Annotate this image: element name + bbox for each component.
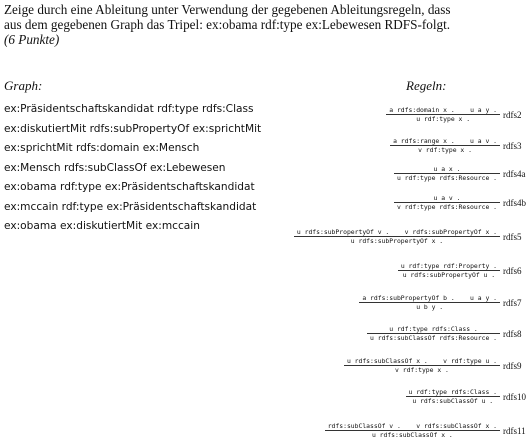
rule-rdfs11 [325,422,526,441]
triple: ex:mccain rdf:type ex:Präsidentschaftskandidat [4,200,257,213]
rule-premise: a rdfs:subPropertyOf b . u a y . [362,294,497,302]
rule-conclusion: u rdfs:subClassOf u . [412,397,494,405]
rule-conclusion: u rdf:type rdfs:Resource . [396,174,497,182]
rule-rdfs10 [406,388,526,407]
rule-name: rdfs8 [503,329,522,339]
rule-conclusion: u rdfs:subClassOf x . [371,431,453,439]
rule-conclusion: u rdfs:subPropertyOf u . [402,271,496,279]
rule-conclusion: u rdfs:subPropertyOf x . [350,237,444,245]
rule-premise: u rdf:type rdf:Property . [400,262,497,270]
rule-name: rdfs2 [503,110,522,120]
rules-heading: Regeln: [406,78,447,93]
rule-name: rdfs9 [503,361,522,371]
task-statement [4,2,524,47]
rule-name: rdfs4b [503,198,526,208]
rule-conclusion: u rdf:type x . [416,115,471,123]
rule-rdfs6 [398,262,522,281]
graph-triples [4,100,261,237]
rule-name: rdfs6 [503,266,522,276]
task-points: (6 Punkte) [4,32,60,47]
rule-conclusion: u b y . [416,303,444,311]
graph-heading: Graph: [4,78,43,93]
triple: ex:obama rdf:type ex:Präsidentschaftskandidat [4,181,255,193]
rule-conclusion: v rdf:type x . [395,366,449,374]
rule-rdfs4b [394,194,526,213]
rule-premise: u rdf:type rdfs:Class . [408,388,497,396]
rule-conclusion: v rdf:type x . [418,146,472,154]
rule-rdfs5 [294,228,522,247]
task-line-1: Zeige durch eine Ableitung unter Verwendung der gegebenen Ableitungsregeln, dass [4,2,451,17]
rule-rdfs4a [394,165,526,184]
rule-premise: u rdf:type rdfs:Class . [389,325,478,333]
rule-premise: a rdfs:range x . u a v . [393,137,497,145]
rule-conclusion: u rdfs:subClassOf rdfs:Resource . [370,334,497,342]
rule-premise: u a x . [433,165,461,173]
rule-premise: u rdfs:subPropertyOf v . v rdfs:subPropertyOf x . [296,228,497,236]
rule-conclusion: v rdf:type rdfs:Resource . [396,203,497,211]
triple: ex:sprichtMit rdfs:domain ex:Mensch [4,142,200,154]
rule-name: rdfs7 [503,298,522,308]
rule-rdfs3 [390,137,522,156]
rule-rdfs8 [367,325,522,344]
rule-premise: u rdfs:subClassOf x . v rdf:type u . [346,357,497,365]
rule-name: rdfs10 [503,392,526,402]
rule-premise: rdfs:subClassOf v . v rdfs:subClassOf x . [327,422,497,430]
rule-premise: u a v . [433,194,461,202]
rule-name: rdfs3 [503,141,522,151]
rule-rdfs2 [386,106,522,125]
rule-name: rdfs5 [503,232,522,242]
task-line-2: aus dem gegebenen Graph das Tripel: ex:obama rdf:type ex:Lebewesen RDFS-folgt. [4,17,451,32]
rule-name: rdfs11 [503,426,526,436]
triple: ex:Mensch rdfs:subClassOf ex:Lebewesen [4,161,226,174]
triple: ex:Präsidentschaftskandidat rdf:type rdfs:Class [4,103,254,115]
rule-premise: a rdfs:domain x . u a y . [389,106,497,114]
rule-rdfs9 [344,357,522,376]
rule-rdfs7 [359,294,522,313]
rule-name: rdfs4a [503,169,526,179]
triple: ex:obama ex:diskutiertMit ex:mccain [4,220,200,232]
triple: ex:diskutiertMit rdfs:subPropertyOf ex:sprichtMit [4,122,262,135]
